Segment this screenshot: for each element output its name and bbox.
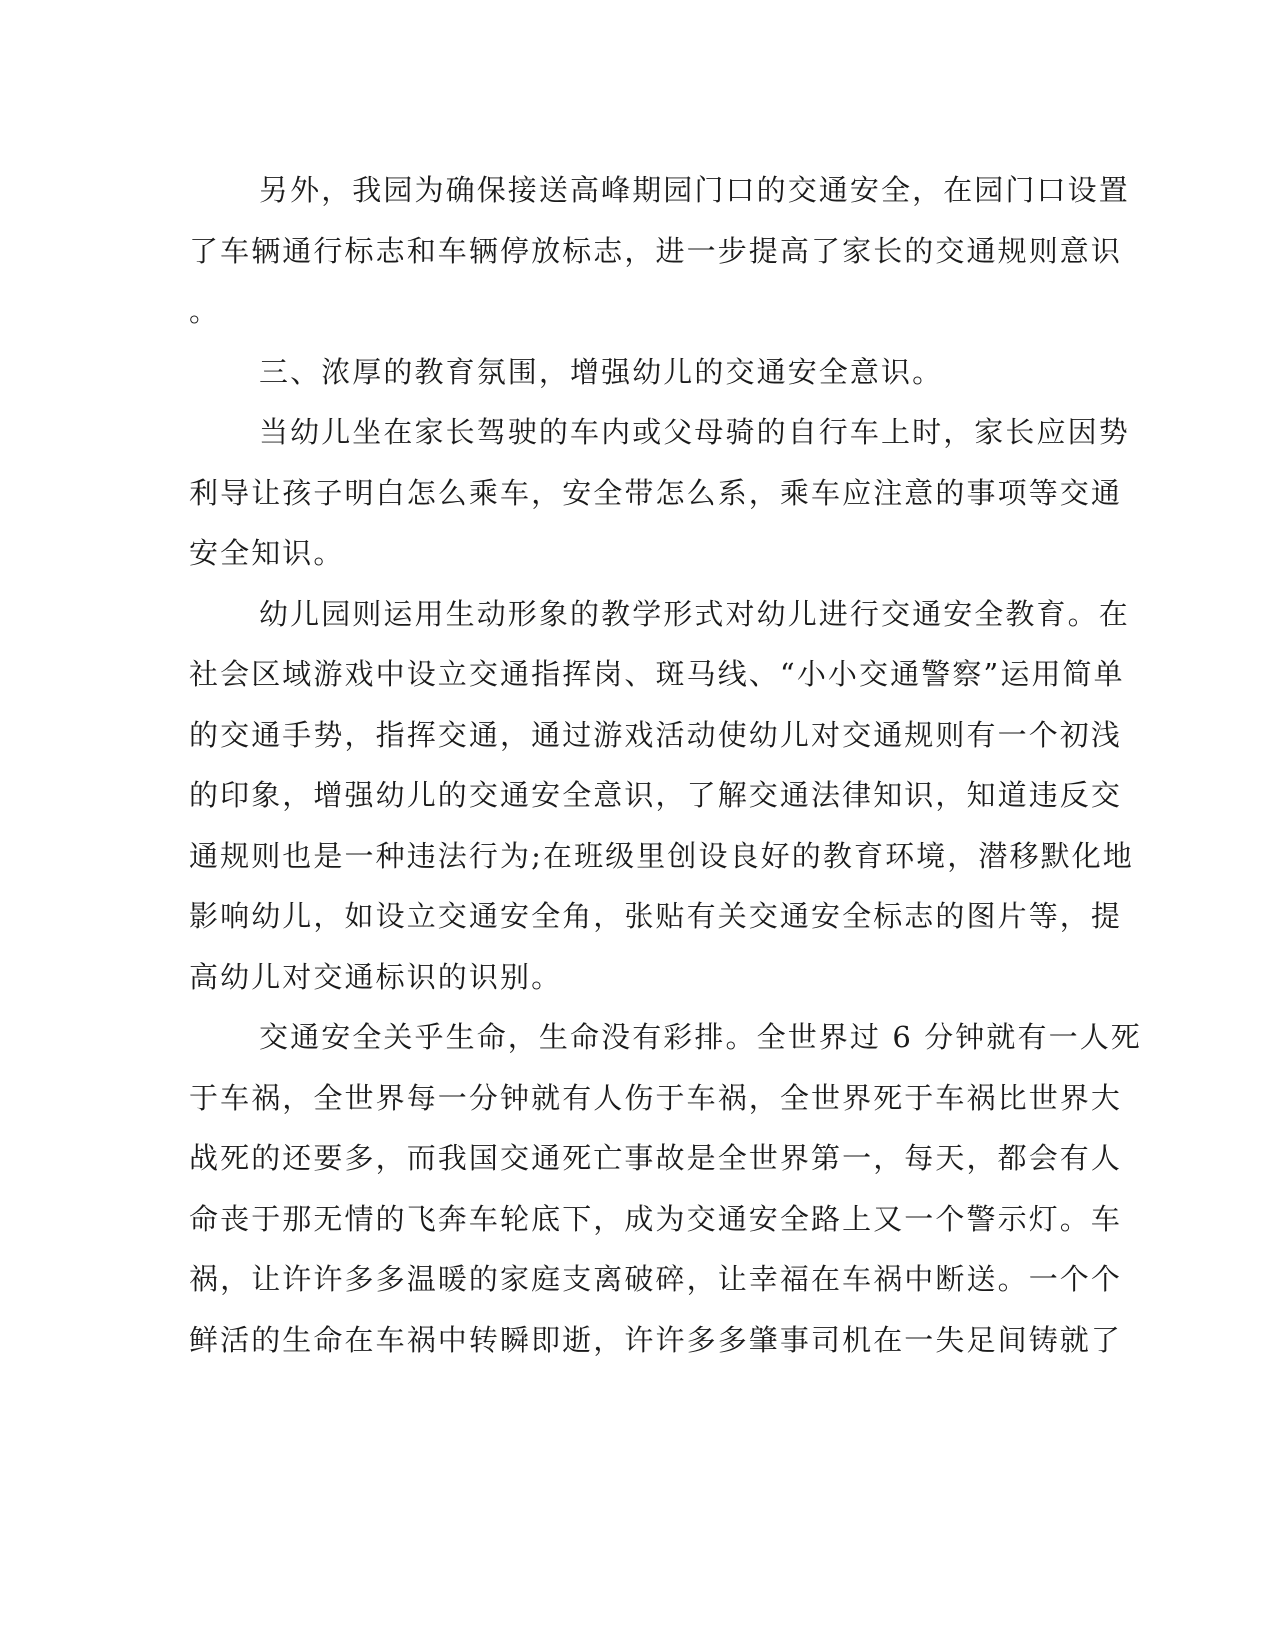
text-line: 交通安全关乎生命，生命没有彩排。全世界过 6 分钟就有一人死 (259, 1020, 1142, 1054)
text-line: 当幼儿坐在家长驾驶的车内或父母骑的自行车上时，家长应因势 (259, 415, 1130, 449)
text-line: 的印象，增强幼儿的交通安全意识，了解交通法律知识，知道违反交 (189, 778, 1123, 812)
text-line: 另外，我园为确保接送高峰期园门口的交通安全，在园门口设置 (259, 173, 1130, 207)
document-body (189, 160, 1142, 1370)
text-line: 的交通手势，指挥交通，通过游戏活动使幼儿对交通规则有一个初浅 (189, 717, 1123, 752)
text-line: 命丧于那无情的飞奔车轮底下，成为交通安全路上又一个警示灯。车 (189, 1201, 1123, 1236)
section-heading: 三、浓厚的教育氛围，增强幼儿的交通安全意识。 (259, 354, 944, 389)
text-line: 战死的还要多，而我国交通死亡事故是全世界第一，每天，都会有人 (189, 1141, 1123, 1175)
text-line: 安全知识。 (189, 536, 345, 570)
text-line: 利导让孩子明白怎么乘车，安全带怎么系，乘车应注意的事项等交通 (189, 475, 1123, 510)
text-line: 于车祸，全世界每一分钟就有人伤于车祸，全世界死于车祸比世界大 (189, 1080, 1123, 1115)
text-line: 高幼儿对交通标识的识别。 (189, 959, 563, 994)
text-line: 了车辆通行标志和车辆停放标志，进一步提高了家长的交通规则意识 (189, 233, 1123, 268)
text-line: 。 (189, 294, 221, 328)
text-line: 影响幼儿，如设立交通安全角，张贴有关交通安全标志的图片等，提 (189, 899, 1123, 933)
text-line: 祸，让许许多多温暖的家庭支离破碎，让幸福在车祸中断送。一个个 (189, 1262, 1123, 1296)
text-line: 鲜活的生命在车祸中转瞬即逝，许许多多肇事司机在一失足间铸就了 (189, 1322, 1123, 1357)
text-line: 社会区域游戏中设立交通指挥岗、斑马线、“小小交通警察”运用简单 (189, 657, 1125, 691)
text-line: 幼儿园则运用生动形象的教学形式对幼儿进行交通安全教育。在 (259, 596, 1130, 631)
text-line: 通规则也是一种违法行为;在班级里创设良好的教育环境，潜移默化地 (189, 838, 1134, 873)
